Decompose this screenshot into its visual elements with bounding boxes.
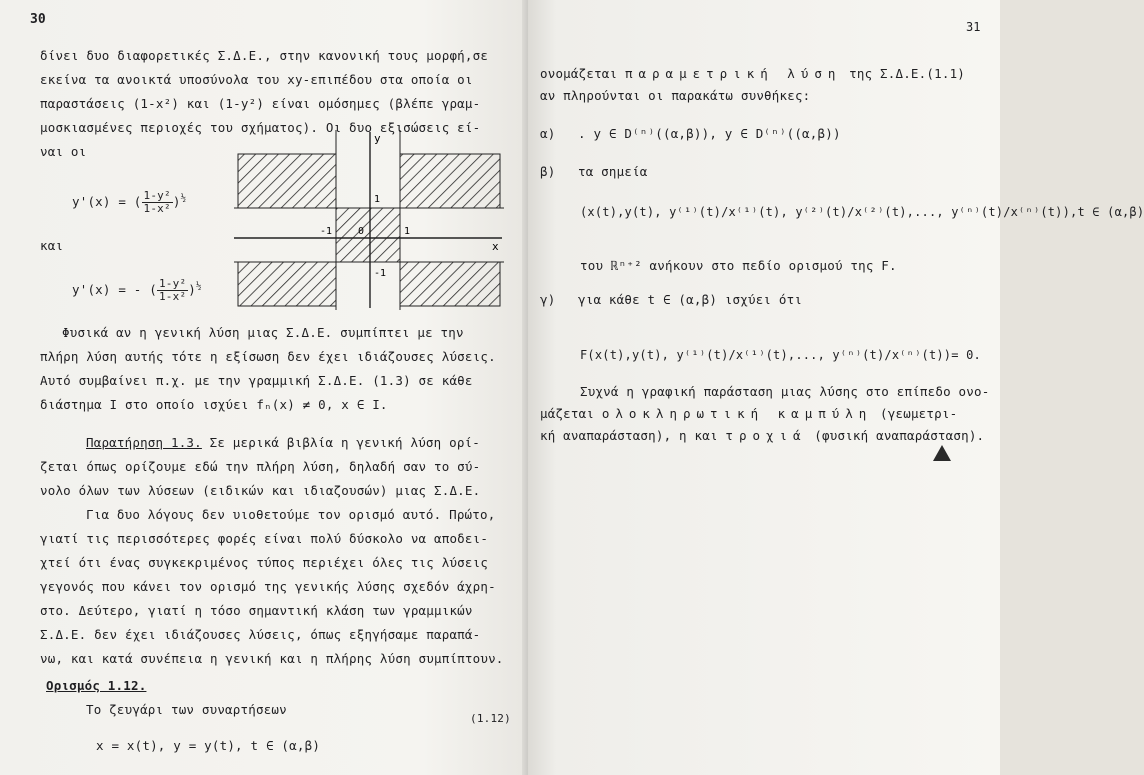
definition-label: Ορισμός 1.12.	[46, 678, 147, 693]
condition-b: τα σημεία	[578, 164, 648, 179]
text-line: στο. Δεύτερο, γιατί η τόσο σημαντική κλάση των γραμμικών	[40, 603, 473, 618]
text-line: εκείνα τα ανοικτά υποσύνολα του xy-επιπέδου στα οποία οι	[40, 72, 473, 87]
text-line: νολο όλων των λύσεων (ειδικών και ιδιαζουσών) μιας Σ.Δ.Ε.	[40, 483, 481, 498]
text-line: παραστάσεις (1-x²) και (1-y²) είναι ομόσημες (βλέπε γραμ-	[40, 96, 481, 111]
text-line: πλήρη λύση αυτής τότε η εξίσωση δεν έχει ιδιάζουσες λύσεις.	[40, 349, 496, 364]
y-axis-label: y	[374, 132, 381, 145]
text-line: γεγονός που κάνει τον ορισμό της γενικής λύσης σχεδόν άχρη-	[40, 579, 496, 594]
tick-one-y: 1	[374, 194, 381, 205]
end-triangle-icon	[932, 444, 952, 462]
page-number-left: 30	[30, 12, 46, 27]
points-tail: του ℝⁿ⁺² ανήκουν στο πεδίο ορισμού της F.	[580, 258, 897, 273]
text-line: κή αναπαράσταση), η και τροχιά (φυσική αναπαράσταση).	[540, 428, 985, 443]
definition-text: Το ζευγάρι των συναρτήσεων	[86, 702, 287, 717]
and-word: και	[40, 238, 64, 253]
tick-minus-one-y: -1	[374, 268, 387, 279]
text-line: Φυσικά αν η γενική λύση μιας Σ.Δ.Ε. συμπίπτει με την	[62, 325, 464, 340]
hatched-region	[400, 262, 500, 306]
text-line: χτεί ότι ένας συγκεκριμένος τύπος περιέχει όλες τις λύσεις	[40, 555, 489, 570]
condition-c-label: γ)	[540, 292, 556, 307]
shaded-regions-figure	[234, 130, 504, 310]
F-expression: F(x(t),y(t), y⁽¹⁾(t)/x⁽¹⁾(t),..., y⁽ⁿ⁾(t)/x⁽ⁿ⁾(t))= 0.	[580, 348, 981, 362]
equation-1: y'(x) = ( $\frac{\text{1-y²}}{\text{1-x²}}$ )$^{\frac{1}{2}}$	[72, 189, 187, 216]
text-line: Σ.Δ.Ε. δεν έχει ιδιάζουσες λύσεις, όπως εξηγήσαμε παραπά-	[40, 627, 481, 642]
hatched-region	[336, 208, 400, 262]
tick-origin: 0	[358, 226, 365, 237]
tick-minus-one-x: -1	[320, 226, 333, 237]
text-line: δίνει δυο διαφορετικές Σ.Δ.Ε., στην κανονική τους μορφή,σε	[40, 48, 489, 63]
hatched-region	[238, 262, 336, 306]
remark-line: Παρατήρηση 1.3. Σε μερικά βιβλία η γενική λύση ορί-	[86, 435, 481, 450]
text-line: γιατί τις περισσότερες φορές είναι πολύ δύσκολο να αποδει-	[40, 531, 489, 546]
text-line: ναι οι	[40, 144, 87, 159]
tick-one-x: 1	[404, 226, 411, 237]
text-line: διάστημα I στο οποίο ισχύει fₙ(x) ≠ 0, x ∈ I.	[40, 397, 388, 412]
text-line: αν πληρούνται οι παρακάτω συνθήκες:	[540, 88, 811, 103]
text-line: Για δυο λόγους δεν υιοθετούμε τον ορισμό αυτό. Πρώτο,	[86, 507, 496, 522]
parametric-equation: x = x(t), y = y(t), t ∈ (α,β)	[96, 738, 321, 753]
condition-a: . y ∈ D⁽ⁿ⁾((α,β)), y ∈ D⁽ⁿ⁾((α,β))	[578, 126, 841, 141]
text-line: μοσκιασμένες περιοχές του σχήματος). Οι δυο εξισώσεις εί-	[40, 120, 481, 135]
hatched-region	[238, 154, 336, 208]
text-line: ονομάζεται παραμετρική λύση της Σ.Δ.Ε.(1.1)	[540, 66, 966, 81]
text-line: Αυτό συμβαίνει π.χ. με την γραμμική Σ.Δ.Ε. (1.3) σε κάθε	[40, 373, 473, 388]
left-page	[0, 0, 528, 775]
equation-2: y'(x) = - ( $\frac{\text{1-y²}}{\text{1-x²}}$ )$^{\frac{1}{2}}$	[72, 277, 202, 304]
right-page	[528, 0, 1144, 775]
condition-a-label: α)	[540, 126, 556, 141]
x-axis-label: x	[492, 240, 499, 253]
text-line: μάζεται ολοκληρωτική καμπύλη (γεωμετρι-	[540, 406, 958, 421]
text-line: νω, και κατά συνέπεια η γενική και η πλήρης λύση συμπίπτουν.	[40, 651, 504, 666]
condition-b-label: β)	[540, 164, 556, 179]
remark-label: Παρατήρηση 1.3.	[86, 435, 202, 450]
equation-number: (1.12)	[470, 712, 511, 725]
hatched-region	[400, 154, 500, 208]
text-line: Συχνά η γραφική παράσταση μιας λύσης στο επίπεδο ονο-	[580, 384, 990, 399]
page-number-right: 31	[966, 20, 981, 34]
points-expression: (x(t),y(t), y⁽¹⁾(t)/x⁽¹⁾(t), y⁽²⁾(t)/x⁽²⁾(t),..., y⁽ⁿ⁾(t)/x⁽ⁿ⁾(t)),t ∈ (α,β)	[580, 205, 1144, 219]
text-line: ζεται όπως ορίζουμε εδώ την πλήρη λύση, δηλαδή σαν το σύ-	[40, 459, 481, 474]
condition-c: για κάθε t ∈ (α,β) ισχύει ότι	[578, 292, 803, 307]
